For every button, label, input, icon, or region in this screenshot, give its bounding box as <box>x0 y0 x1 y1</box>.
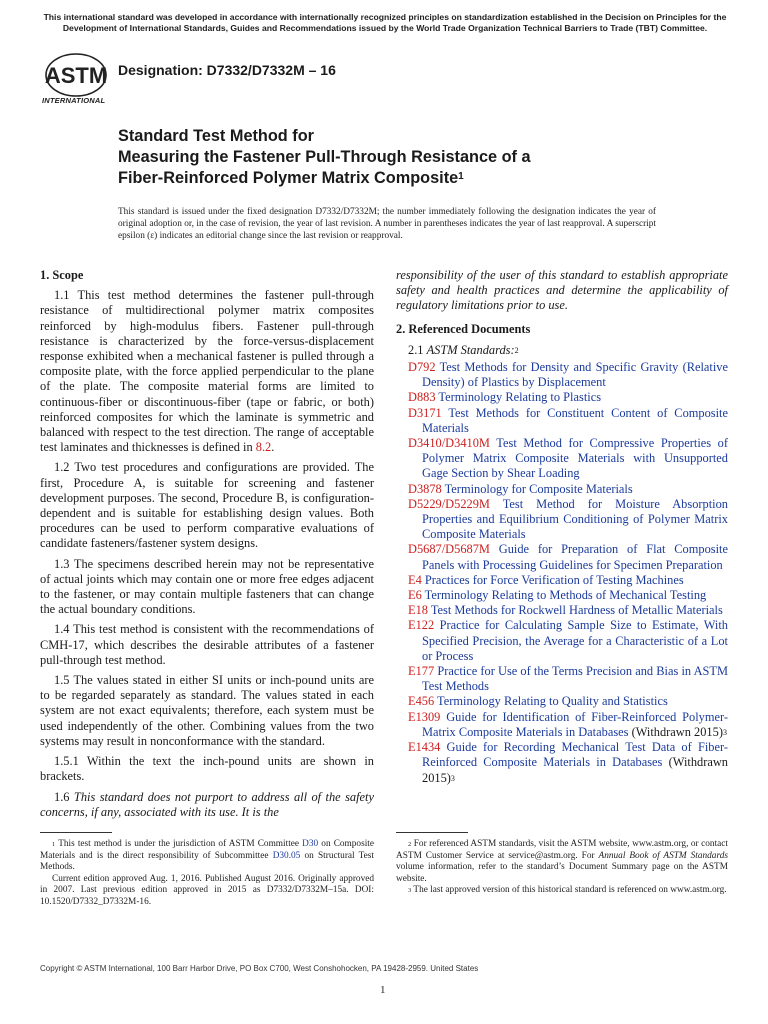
reference-item <box>408 740 728 786</box>
reference-code-link[interactable]: D3410/D3410M <box>408 436 490 451</box>
reference-title-link[interactable]: Test Methods for Rockwell Hardness of Metallic Materials <box>430 603 723 618</box>
reference-item <box>408 710 728 740</box>
reference-item <box>408 436 728 482</box>
standard-title <box>118 126 678 189</box>
reference-item <box>408 573 728 588</box>
reference-title-link[interactable]: Guide for Recording Mechanical Test Data of Fiber-Reinforced Composite Materials in Databases <box>422 740 728 770</box>
para-1-6-continued: responsibility of the user of this standard to establish appropriate safety and health practices and determine the applicability of regulatory limitations prior to use. <box>396 268 728 313</box>
title-line-3: Fiber-Reinforced Polymer Matrix Composite$^1$ <box>118 169 464 187</box>
reference-item <box>408 588 728 603</box>
tbt-notice: This international standard was developed in accordance with internationally recognized principles on standardization established in the Decision on Principles for the Development of International Standards, Guides and Recommendations issued by the World Trade Organization Technical Barriers to Trade (TBT) Committee. <box>43 12 727 33</box>
reference-code-link[interactable]: D3171 <box>408 405 442 420</box>
copyright-line: Copyright © ASTM International, 100 Barr Harbor Drive, PO Box C700, West Conshohocken, PA 19428-2959. United States <box>40 964 479 973</box>
reference-item <box>408 542 728 572</box>
reference-title-link[interactable]: Terminology for Composite Materials <box>444 481 633 496</box>
reference-code-link[interactable]: E18 <box>408 603 428 618</box>
reference-code-link[interactable]: E1309 <box>408 709 441 724</box>
designation: Designation: D7332/D7332M – 16 <box>118 62 336 78</box>
para-1-5: 1.5 The values stated in either SI units or inch-pound units are to be regarded separately as standard. The values stated in each system are not exact equivalents; therefore, each system must be used independently of the other. Combining values from the two systems may result in nonconformance with the standard. <box>40 673 374 748</box>
reference-item <box>408 497 728 543</box>
reference-item <box>408 603 728 618</box>
reference-title-link[interactable]: Practice for Use of the Terms Precision and Bias in ASTM Test Methods <box>422 664 728 694</box>
footnote-2: $^2$ For referenced ASTM standards, visit the ASTM website, www.astm.org, or contact ASTM Customer Service at service@astm.org. For Annual Book of ASTM Standards volume information, refer to the standard’s Document Summary page on the ASTM website. <box>396 839 728 884</box>
para-1-4: 1.4 This test method is consistent with the recommendations of CMH-17, which describes the desirable attributes of a fastener pull-through test method. <box>40 622 374 667</box>
footnotes-left <box>40 839 374 909</box>
reference-title-link[interactable]: Practice for Calculating Sample Size to Estimate, With Specified Precision, the Average for a Characteristic of a Lot or Process <box>422 618 728 663</box>
reference-title-link[interactable]: Test Method for Moisture Absorption Properties and Equilibrium Conditioning of Polymer Matrix Composite Materials <box>422 496 728 542</box>
right-column <box>396 268 728 786</box>
footnote-3: $^3$ The last approved version of this historical standard is referenced on www.astm.org. <box>408 885 727 896</box>
reference-title-link[interactable]: Test Methods for Constituent Content of Composite Materials <box>422 405 728 435</box>
reference-title-link[interactable]: Guide for Identification of Fiber-Reinforced Polymer-Matrix Composite Materials in Databases <box>422 709 728 739</box>
reference-code-link[interactable]: D883 <box>408 390 436 405</box>
title-line-2: Measuring the Fastener Pull-Through Resistance of a <box>118 148 531 166</box>
reference-withdrawn-note: (Withdrawn 2015) <box>422 755 728 785</box>
logo-international: INTERNATIONAL <box>42 96 106 105</box>
reference-title-link[interactable]: Terminology Relating to Methods of Mechanical Testing <box>424 588 707 603</box>
astm-standards-subheading: 2.1 ASTM Standards:$^2$ <box>408 342 519 357</box>
reference-item <box>408 618 728 664</box>
title-line-1: Standard Test Method for <box>118 127 314 145</box>
reference-code-link[interactable]: D5687/D5687M <box>408 542 490 557</box>
reference-title-link[interactable]: Terminology Relating to Plastics <box>438 390 602 405</box>
reference-code-link[interactable]: E177 <box>408 664 435 679</box>
link-8-2[interactable]: 8.2 <box>255 440 272 455</box>
para-1-6: 1.6 This standard does not purport to address all of the safety concerns, if any, associated with its use. It is the <box>40 789 374 819</box>
reference-footnote-ref: 3 <box>722 727 727 737</box>
reference-code-link[interactable]: E4 <box>408 572 422 587</box>
reference-code-link[interactable]: E6 <box>408 588 422 603</box>
reference-title-link[interactable]: Test Methods for Density and Specific Gravity (Relative Density) of Plastics by Displacement <box>422 360 729 390</box>
section-referenced-docs-heading: 2. Referenced Documents <box>396 321 531 336</box>
para-1-1: 1.1 This test method determines the fastener pull-through resistance of multidirectional polymer matrix composites reinforced by high-modulus fibers. Fastener pull-through resistance is characterized by the force-versus-displacement response exhibited when a mechanical fastener is pulled through a composite plate, with the force applied perpendicular to the plane of the plate. The composite material forms are limited to continuous-fiber or discontinuous-fiber (tape or fabric, or both) reinforced composites for which the laminate is symmetric and balanced with respect to the test direction. The range of acceptable test laminates and thicknesses is defined in 8.2. <box>40 288 374 455</box>
para-1-5-1: 1.5.1 Within the text the inch-pound units are shown in brackets. <box>40 754 374 784</box>
reference-code-link[interactable]: D5229/D5229M <box>408 496 490 511</box>
page-number: 1 <box>380 984 386 996</box>
title-footnote-ref: 1 <box>458 171 464 182</box>
logo-mark: ASTM <box>44 63 108 88</box>
reference-item <box>408 694 728 709</box>
para-1-3: 1.3 The specimens described herein may not be representative of actual joints which may contain one or more free edges adjacent to the fastener, or may contain multiple fasteners that can change the actual boundary conditions. <box>40 556 374 617</box>
footnote-1-edition: Current edition approved Aug. 1, 2016. Published August 2016. Originally approved in 2007. Last previous edition approved in 2015 as D7332/D7332M–15a. DOI: 10.1520/D7332_D7332M-16. <box>40 873 374 907</box>
reference-item <box>408 360 728 390</box>
reference-item <box>408 406 728 436</box>
reference-item <box>408 390 728 405</box>
footnote-rule-right <box>396 832 468 833</box>
section-scope-heading: 1. Scope <box>40 268 84 282</box>
reference-item <box>408 664 728 694</box>
reference-footnote-ref: 3 <box>450 773 455 783</box>
reference-title-link[interactable]: Test Method for Compressive Properties of Polymer Matrix Composite Materials with Unsupported Gage Section by Shear Loading <box>422 436 728 481</box>
reference-code-link[interactable]: E122 <box>408 618 435 633</box>
footnote-1: $^1$ This test method is under the jurisdiction of ASTM Committee D30 on Composite Materials and is the direct responsibility of Subcommittee D30.05 on Structural Test Methods. <box>40 839 374 873</box>
left-column <box>40 268 374 825</box>
issuance-statement: This standard is issued under the fixed designation D7332/D7332M; the number immediately following the designation indicates the year of original adoption or, in the case of revision, the year of last revision. A number in parentheses indicates the year of last reapproval. A superscript epsilon (ε) indicates an editorial change since the last revision or reapproval. <box>118 207 656 242</box>
reference-title-link[interactable]: Guide for Preparation of Flat Composite Panels with Processing Guidelines for Specimen Preparation <box>422 542 728 572</box>
link-d30-05[interactable]: D30.05 <box>272 850 301 861</box>
reference-code-link[interactable]: E1434 <box>408 740 441 755</box>
link-d30[interactable]: D30 <box>302 839 319 849</box>
reference-code-link[interactable]: D3878 <box>408 481 442 496</box>
reference-code-link[interactable]: D792 <box>408 360 436 375</box>
footnotes-right <box>396 839 728 897</box>
reference-list <box>396 360 728 786</box>
reference-code-link[interactable]: E456 <box>408 694 435 709</box>
reference-title-link[interactable]: Terminology Relating to Quality and Statistics <box>437 694 668 709</box>
footnote-rule-left <box>40 832 112 833</box>
astm-logo-icon <box>40 52 112 98</box>
reference-item <box>408 482 728 497</box>
reference-withdrawn-note: (Withdrawn 2015) <box>628 724 723 739</box>
reference-title-link[interactable]: Practices for Force Verification of Testing Machines <box>424 572 684 587</box>
para-1-2: 1.2 Two test procedures and configurations are provided. The first, Procedure A, is suitable for screening and fastener development purposes. The second, Procedure B, is configuration-dependent and is suitable for establishing design values. Both procedures can be used to perform comparative evaluations of candidate fasteners/fastener system designs. <box>40 460 374 551</box>
